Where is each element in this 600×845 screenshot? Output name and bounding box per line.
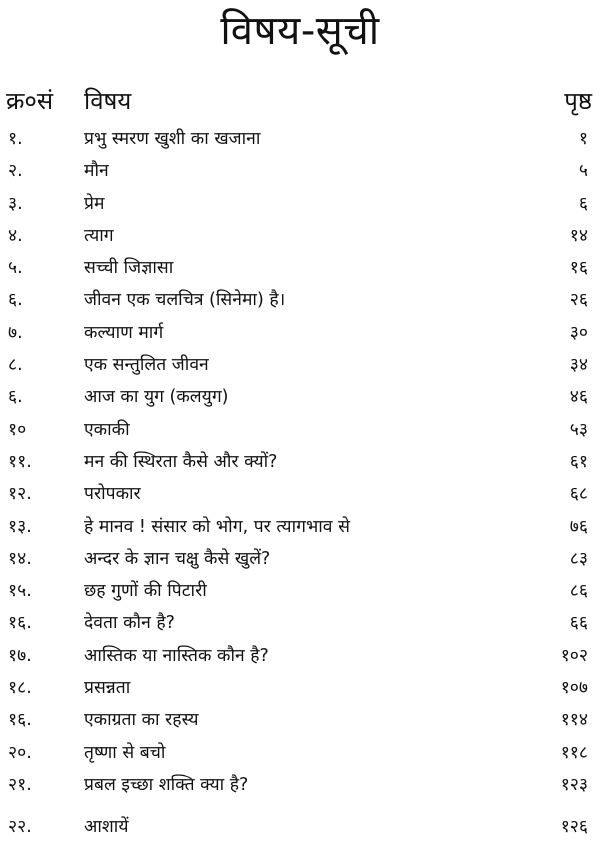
entry-subject: प्रसन्नता: [84, 678, 131, 699]
table-row: [0, 189, 600, 221]
table-row: [0, 512, 600, 544]
entry-number: १०: [8, 419, 27, 440]
table-row: [0, 156, 600, 188]
entry-page: ६: [578, 193, 588, 214]
entry-subject: प्रबल इच्छा शक्ति क्या है?: [84, 774, 249, 795]
entry-subject: प्रभु स्मरण खुशी का खजाना: [84, 129, 261, 149]
table-row: [0, 221, 600, 253]
entry-number: १५.: [8, 581, 32, 602]
entry-number: १७.: [8, 645, 32, 666]
table-row: [0, 318, 600, 350]
entry-subject: एकाकी: [84, 419, 130, 440]
entry-subject: त्याग: [84, 225, 114, 246]
entry-subject: कल्याण मार्ग: [84, 322, 164, 343]
entry-number: ६.: [8, 387, 23, 408]
contents-list: [0, 124, 600, 845]
entry-number: ११.: [8, 451, 32, 472]
entry-page: १: [578, 129, 588, 149]
table-row: [0, 253, 600, 285]
table-row: [0, 544, 600, 576]
table-row: [0, 641, 600, 673]
entry-number: १६.: [8, 710, 32, 731]
entry-number: ३.: [8, 193, 23, 214]
entry-number: ५.: [8, 258, 23, 279]
entry-number: ७.: [8, 322, 23, 343]
entry-page: १४: [569, 225, 588, 246]
entry-page: ११८: [560, 742, 588, 763]
table-row: [0, 382, 600, 414]
entry-number: १३.: [8, 516, 32, 537]
entry-page: ५३: [569, 419, 588, 440]
entry-subject: तृष्णा से बचो: [84, 742, 166, 763]
entry-page: १२३: [560, 774, 588, 795]
entry-page: ६६: [569, 613, 588, 634]
entry-subject: परोपकार: [84, 484, 141, 505]
table-row: [0, 738, 600, 770]
entry-page: ४६: [569, 387, 588, 408]
entry-number: ६.: [8, 290, 23, 311]
entry-subject: जीवन एक चलचित्र (सिनेमा) है।: [84, 290, 286, 311]
table-row: [0, 812, 600, 844]
serial-header: क्र०सं: [6, 87, 54, 115]
subject-header: विषय: [84, 87, 132, 115]
entry-page: ३४: [569, 355, 588, 376]
entry-page: ६१: [569, 451, 588, 472]
entry-page: ११४: [560, 710, 588, 731]
entry-subject: एक सन्तुलित जीवन: [84, 355, 209, 376]
page-header: पृष्ठ: [564, 87, 592, 115]
page-title: विषय-सूची: [220, 8, 380, 54]
table-row: [0, 673, 600, 705]
table-row: [0, 350, 600, 382]
entry-page: १०७: [560, 678, 588, 699]
table-row: [0, 479, 600, 511]
entry-number: ८.: [8, 355, 23, 376]
entry-page: ८६: [569, 581, 588, 602]
entry-subject: आस्तिक या नास्तिक कौन है?: [84, 645, 269, 666]
entry-number: १२.: [8, 484, 32, 505]
entry-number: ४.: [8, 225, 23, 246]
entry-number: २.: [8, 161, 23, 182]
entry-number: २०.: [8, 742, 32, 763]
entry-subject: प्रेम: [84, 193, 105, 214]
entry-number: १६.: [8, 613, 32, 634]
entry-page: ७६: [569, 516, 588, 537]
table-row: [0, 124, 600, 156]
entry-subject: मौन: [84, 161, 109, 182]
entry-page: ५: [578, 161, 588, 182]
table-row: [0, 447, 600, 479]
entry-subject: देवता कौन है?: [84, 613, 175, 634]
table-row: [0, 576, 600, 608]
table-row: [0, 705, 600, 737]
table-row: [0, 608, 600, 640]
entry-page: २६: [569, 290, 588, 311]
entry-subject: छह गुणों की पिटारी: [84, 581, 207, 602]
entry-subject: हे मानव ! संसार को भोग, पर त्यागभाव से: [84, 516, 350, 537]
entry-subject: एकाग्रता का रहस्य: [84, 710, 199, 731]
entry-subject: मन की स्थिरता कैसे और क्यों?: [84, 451, 278, 472]
entry-page: ३०: [569, 322, 588, 343]
entry-page: ८३: [569, 548, 588, 569]
entry-subject: आशायें: [84, 817, 129, 838]
entry-page: ६८: [569, 484, 588, 505]
entry-subject: अन्दर के ज्ञान चक्षु कैसे खुलें?: [84, 548, 271, 569]
table-row: [0, 770, 600, 802]
entry-page: १०२: [560, 645, 588, 666]
entry-page: १६: [569, 258, 588, 279]
table-header: [0, 84, 600, 118]
entry-subject: आज का युग (कलयुग): [84, 387, 229, 408]
table-row: [0, 415, 600, 447]
entry-number: १४.: [8, 548, 32, 569]
entry-subject: सच्ची जिज्ञासा: [84, 258, 174, 279]
table-row: [0, 285, 600, 317]
entry-number: २२.: [8, 817, 32, 838]
entry-number: २१.: [8, 774, 32, 795]
entry-number: १.: [8, 129, 23, 149]
entry-number: १८.: [8, 678, 32, 699]
entry-page: १२६: [560, 817, 588, 838]
